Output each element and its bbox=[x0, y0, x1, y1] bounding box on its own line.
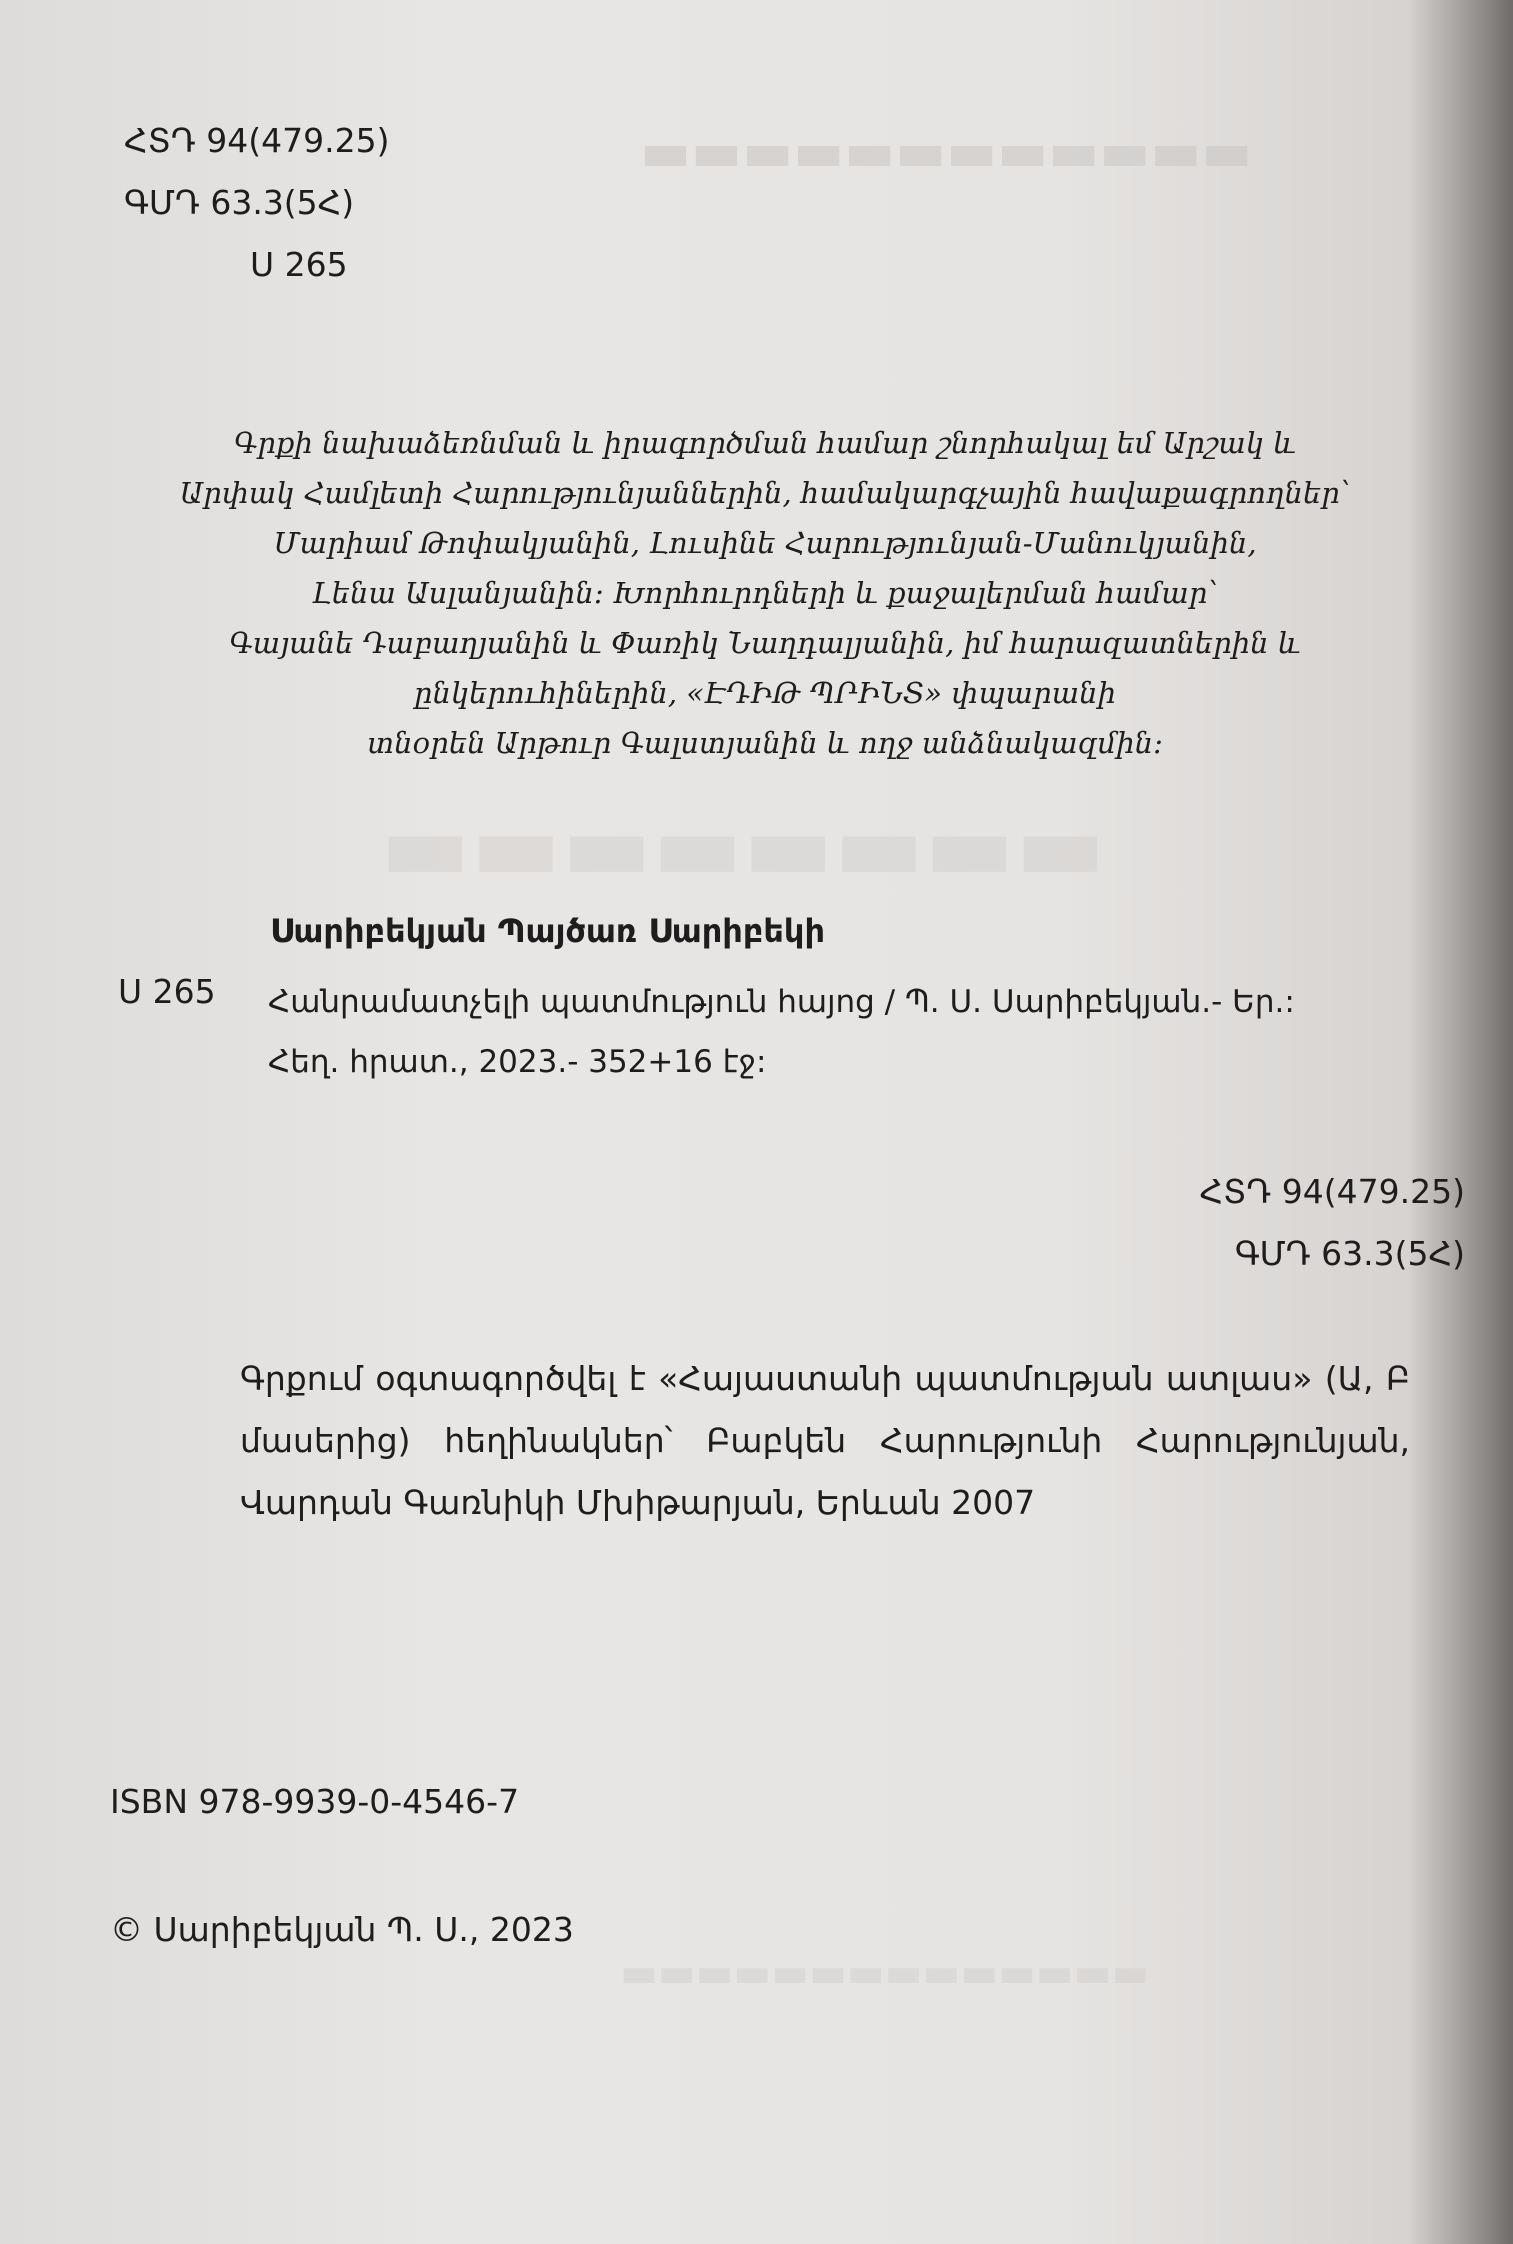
acknowledgement-line: ընկերուհիներին, «ԷԴԻԹ ՊՐԻՆՏ» փպարանի bbox=[414, 676, 1116, 710]
isbn: ISBN 978-9939-0-4546-7 bbox=[110, 1782, 520, 1821]
catalog-description bbox=[268, 972, 1295, 1092]
catalog-author: Սարիբեկյան Պայծառ Սարիբեկի bbox=[270, 912, 826, 950]
acknowledgement-line: տնօրեն Արթուր Գալստյանին և ողջ անձնակազմին: bbox=[367, 726, 1163, 760]
udc-code: ՀՏԴ 94(479.25) bbox=[124, 121, 390, 160]
source-note: Գրքում օգտագործվել է «Հայաստանի պատմության ատլաս» (Ա, Բ մասերից) հեղինակներ՝ Բաբկեն Հարությունի Հարությունյան, Վարդան Գառնիկի Մխիթարյան, Երևան 2007 bbox=[240, 1359, 1410, 1522]
catalog-title-line: Հանրամատչելի պատմություն հայոց / Պ. Ս. Սարիբեկյան.- Եր.: bbox=[268, 984, 1295, 1020]
catalog-bbk-code: ԳՄԴ 63.3(5Հ) bbox=[1234, 1234, 1465, 1273]
acknowledgement-line: Գրքի նախաձեռնման և իրագործման համար շնորհակալ եմ Արշակ և bbox=[233, 426, 1297, 460]
catalog-udc-code: ՀՏԴ 94(479.25) bbox=[1199, 1172, 1465, 1211]
catalog-publication-line: Հեղ. հրատ., 2023.- 352+16 էջ: bbox=[268, 1044, 767, 1080]
show-through-decoration: ▬▬▬▬▬▬▬▬▬▬▬▬ bbox=[640, 120, 1253, 183]
acknowledgement-line: Լենա Ասլանյանին: Խորհուրդների և քաջալերման համար՝ bbox=[311, 576, 1219, 610]
show-through-decoration: ▬▬▬▬▬▬▬▬ bbox=[380, 790, 1106, 902]
acknowledgement-line: Մարիամ Թոփակյանին, Լուսինե Հարությունյան-Մանուկյանին, bbox=[273, 526, 1257, 560]
acknowledgement-line: Արփակ Համլետի Հարությունյաններին, համակարգչային հավաքագրողներ՝ bbox=[179, 476, 1351, 510]
catalog-author-sign: Ս 265 bbox=[118, 972, 216, 1011]
acknowledgement bbox=[120, 418, 1410, 768]
bbk-code: ԳՄԴ 63.3(5Հ) bbox=[124, 183, 355, 222]
copyright: © Սարիբեկյան Պ. Ս., 2023 bbox=[110, 1910, 574, 1949]
show-through-decoration: ▬▬▬▬▬▬▬▬▬▬▬▬▬▬ bbox=[620, 1950, 1150, 1996]
acknowledgement-line: Գայանե Դաբաղյանին և Փառիկ Նաղդալյանին, իմ հարազատներին և bbox=[229, 626, 1301, 660]
author-sign: Ս 265 bbox=[250, 245, 348, 284]
